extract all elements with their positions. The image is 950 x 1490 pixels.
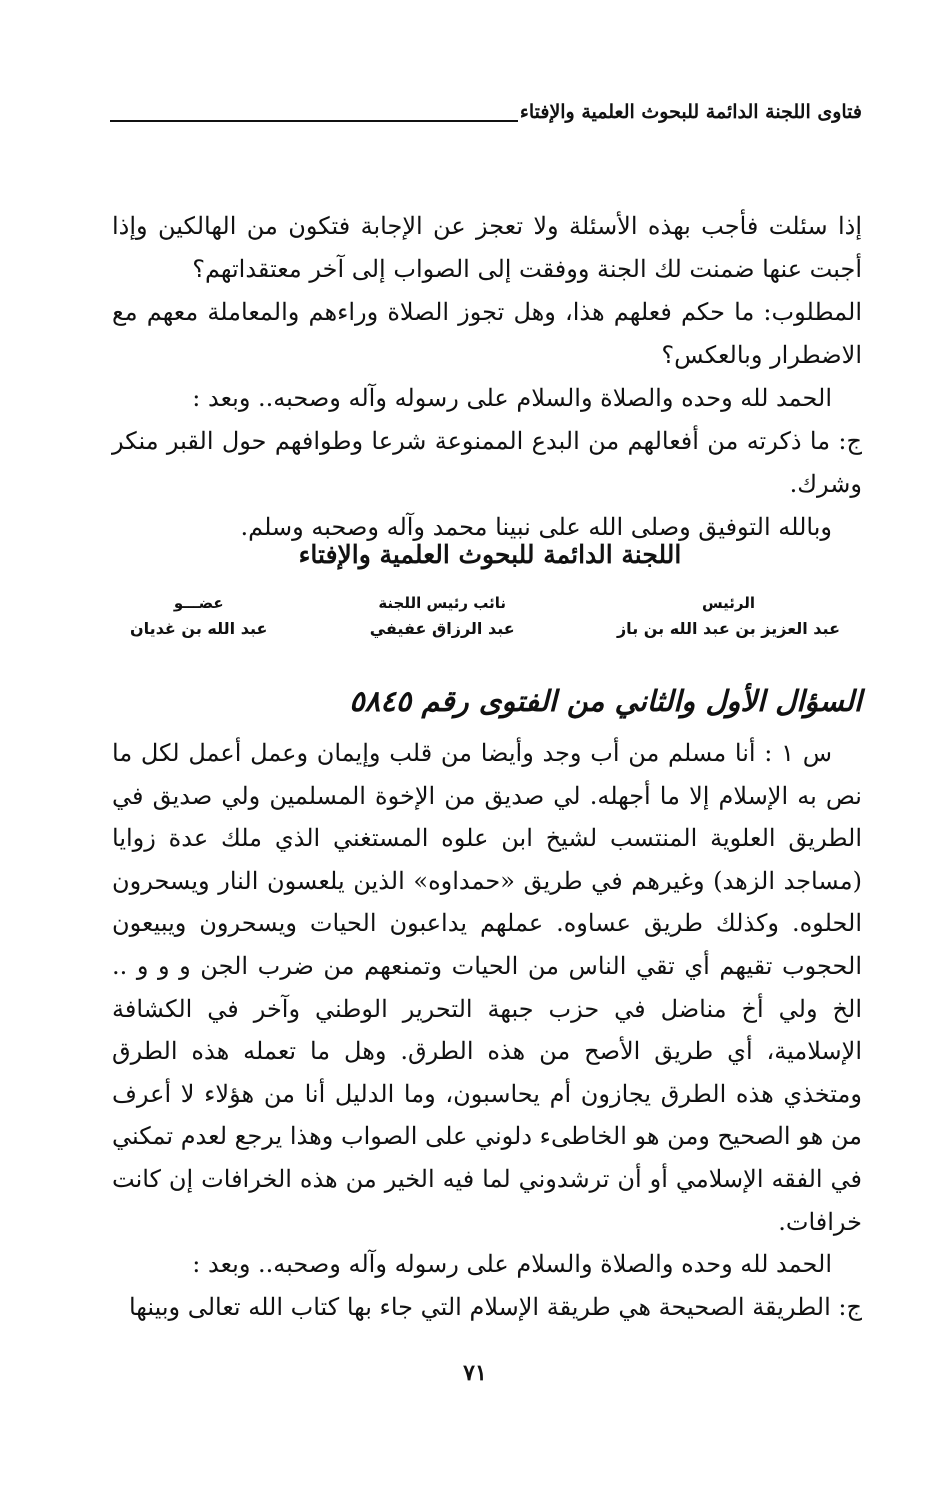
signature-chairman [617, 590, 840, 650]
answer-paragraph: ج: ما ذكرته من أفعالهم من البدع الممنوعة شرعا وطوافهم حول القبر منكر وشرك. [112, 427, 862, 498]
signature-role: الرئيس [701, 594, 756, 612]
signature-name: عبد الله بن غديان [130, 619, 268, 638]
signature-name: عبد العزيز بن عبد الله بن باز [616, 619, 840, 638]
signature-deputy [370, 590, 515, 650]
closing-paragraph: وبالله التوفيق وصلى الله على نبينا محمد وآله وصحبه وسلم. [240, 513, 832, 541]
question-paragraph: س ١ : أنا مسلم من أب وجد وأيضا من قلب وإيمان وعمل أعمل لكل ما نص به الإسلام إلا ما أجهله. لي صديق من الإخوة المسلمين ولي صديق في الطريق العلوية المنتسب لشيخ ابن علوه المستغني الذي ملك عدة زوايا (مساجد الزهد) وغيرهم في طريق «حمداوه» الذين يلعسون النار ويسحرون الحلوه. وكذلك طريق عساوه. عملهم يداعبون الحيات ويسحرون ويبيعون الحجوب تقيهم أي تقي الناس من الحيات وتمنعهم من ضرب الجن و و و .. الخ ولي أخ مناضل في حزب جبهة التحرير الوطني وآخر في الكشافة الإسلامية، أي طريق الأصح من هذه الطرق. وهل ما تعمله هذه الطرق ومتخذي هذه الطرق يجازون أم يحاسبون، وما الدليل أنا من هؤلاء لا أعرف من هو الصحيح ومن هو الخاطىء دلوني على الصواب وهذا يرجع لعدم تمكني في الفقه الإسلامي أو أن ترشدوني لما فيه الخير من هذه الخرافات إن كانت خرافات. [112, 739, 863, 1236]
previous-fatwa-ending [112, 205, 862, 549]
answer-paragraph: ج: الطريقة الصحيحة هي طريقة الإسلام التي جاء بها كتاب الله تعالى وبينها [128, 1292, 862, 1321]
committee-title: اللجنة الدائمة للبحوث العلمية والإفتاء [298, 540, 682, 569]
signature-role: نائب رئيس اللجنة [378, 594, 507, 612]
fatwa-body [112, 732, 862, 1328]
header-rule [110, 120, 518, 122]
signatures [130, 590, 840, 650]
signature-role: عضـــو [173, 594, 224, 612]
signature-name: عبد الرزاق عفيفي [369, 619, 515, 638]
praise-paragraph: الحمد لله وحده والصلاة والسلام على رسوله وآله وصحبه.. وبعد : [192, 1250, 832, 1279]
running-header [110, 92, 862, 126]
request-paragraph: المطلوب: ما حكم فعلهم هذا، وهل تجوز الصلاة وراءهم والمعاملة معهم مع الاضطرار وبالعكس؟ [112, 298, 862, 369]
question-continuation: إذا سئلت فأجب بهذه الأسئلة ولا تعجز عن الإجابة فتكون من الهالكين وإذا أجبت عنها ضمنت لك الجنة ووفقت إلى الصواب إلى آخر معتقداتهم؟ [112, 212, 862, 283]
running-header-title: فتاوى اللجنة الدائمة للبحوث العلمية والإفتاء [519, 101, 862, 123]
signature-member [130, 590, 267, 650]
fatwa-heading: السؤال الأول والثاني من الفتوى رقم ٥٨٤٥ [349, 684, 862, 718]
praise-paragraph: الحمد لله وحده والصلاة والسلام على رسوله وآله وصحبه.. وبعد : [192, 384, 832, 412]
page-number: ٧١ [463, 1360, 487, 1386]
